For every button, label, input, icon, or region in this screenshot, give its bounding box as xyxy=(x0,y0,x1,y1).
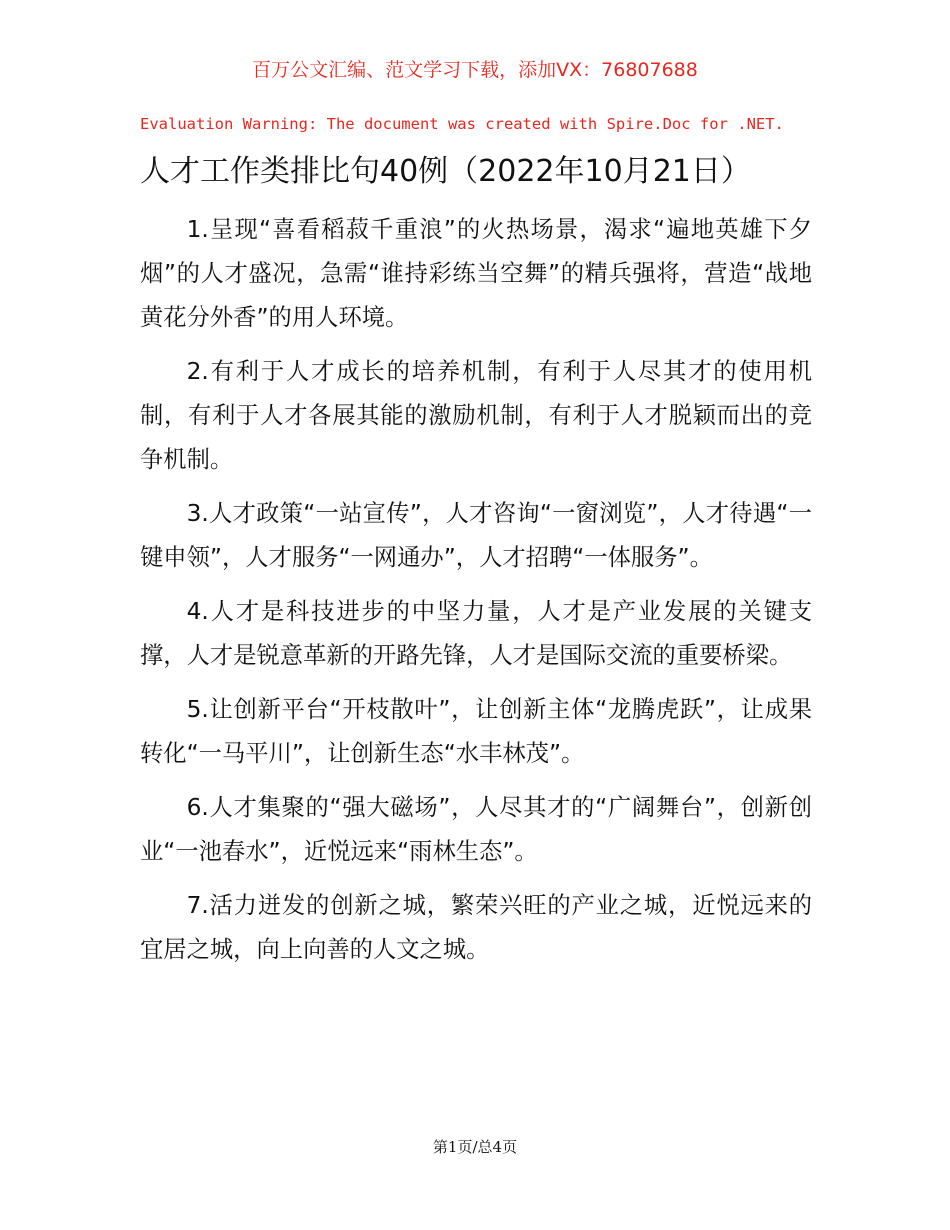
paragraph-5: 5.让创新平台“开枝散叶”，让创新主体“龙腾虎跃”，让成果转化“一马平川”，让创新生态“水丰林茂”。 xyxy=(140,696,812,767)
evaluation-warning: Evaluation Warning: The document was created with Spire.Doc for .NET. xyxy=(140,115,784,133)
promo-header: 百万公文汇编、范文学习下载，添加VX：76807688 xyxy=(252,59,698,81)
paragraph-3: 3.人才政策“一站宣传”，人才咨询“一窗浏览”，人才待遇“一键申领”，人才服务“一网通办”，人才招聘“一体服务”。 xyxy=(140,500,812,571)
paragraph-2: 2.有利于人才成长的培养机制，有利于人尽其才的使用机制，有利于人才各展其能的激励机制，有利于人才脱颖而出的竞争机制。 xyxy=(140,358,812,473)
paragraph-7: 7.活力迸发的创新之城，繁荣兴旺的产业之城，近悦远来的宜居之城，向上向善的人文之城。 xyxy=(140,892,812,963)
document-body xyxy=(140,208,812,982)
paragraph-6: 6.人才集聚的“强大磁场”，人尽其才的“广阔舞台”，创新创业“一池春水”，近悦远来“雨林生态”。 xyxy=(140,794,812,865)
document-title: 人才工作类排比句40例（2022年10月21日） xyxy=(140,154,751,189)
paragraph-4: 4.人才是科技进步的中坚力量，人才是产业发展的关键支撑，人才是锐意革新的开路先锋，人才是国际交流的重要桥梁。 xyxy=(140,598,812,669)
paragraph-1: 1.呈现“喜看稻菽千重浪”的火热场景，渴求“遍地英雄下夕烟”的人才盛况，急需“谁持彩练当空舞”的精兵强将，营造“战地黄花分外香”的用人环境。 xyxy=(140,216,812,331)
page-number-footer: 第1页/总4页 xyxy=(432,1138,518,1156)
